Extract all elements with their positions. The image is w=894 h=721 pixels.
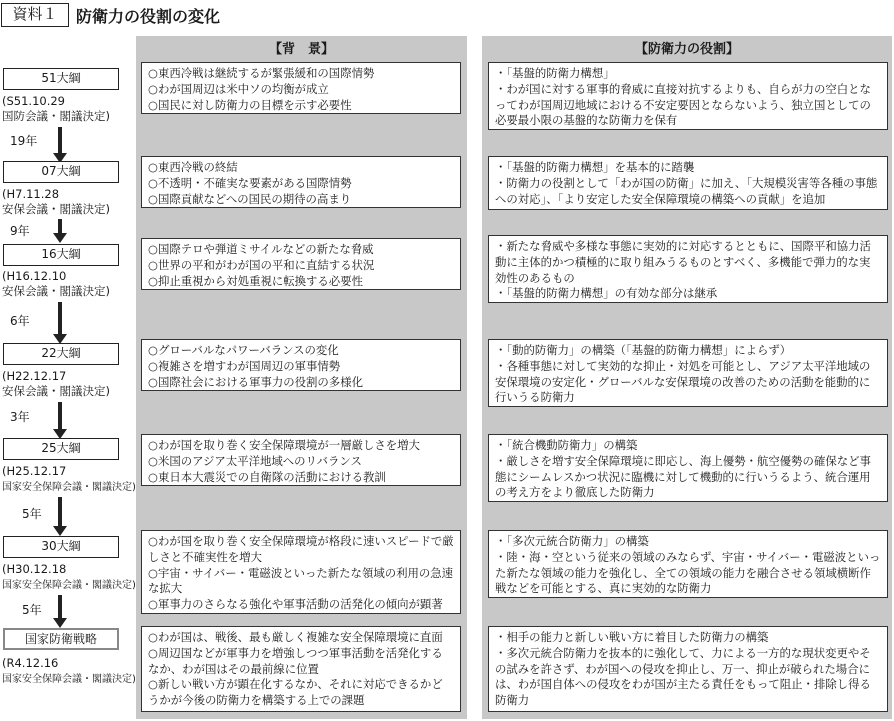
background-box <box>141 62 461 114</box>
role-item: ・わが国に対する軍事的脅威に直接対抗するよりも、自らが力の空白となってわが国周辺地域における不安定要因とならないよう、独立国としての必要最小限の基盤的な防衛力を保有 <box>495 81 871 128</box>
material-badge: 資料１ <box>1 3 69 27</box>
timeline-gap: 6年 <box>10 314 30 328</box>
timeline-gap: 5年 <box>22 603 42 617</box>
background-item: ○抑止重視から対処重視に転換する必要性 <box>148 273 363 288</box>
role-item: ・「動的防衛力」の構築（「基盤的防衛力構想」によらず） <box>495 343 792 357</box>
timeline-decision: 国家安全保障会議・閣議決定) <box>2 482 136 493</box>
role-column-header: 【防衛力の役割】 <box>634 42 739 57</box>
background-item: ○国民に対し防衛力の目標を示す必要性 <box>148 97 352 112</box>
timeline-box: 07大綱 <box>3 161 119 183</box>
role-item: ・新たな脅威や多様な事態に実効的に対応するとともに、国際平和協力活動に主体的かつ積極的に取り組みうるものとすべく、多機能で弾力的な実効性のあるもの <box>495 239 871 285</box>
role-item: ・各種事態に対して実効的な抑止・対処を可能とし、アジア太平洋地域の安保環境の安定化・グローバルな安保環境の改善のための活動を能動的に行いうる防衛力 <box>495 358 871 405</box>
timeline-decision: 国防会議・閣議決定) <box>2 109 110 123</box>
role-item: ・「多次元統合防衛力」の構築 <box>495 534 649 548</box>
background-item: ○国際テロや弾道ミサイルなどの新たな脅威 <box>148 242 374 256</box>
timeline-decision: 安保会議・閣議決定) <box>2 202 110 216</box>
background-item: ○新しい戦い方が顕在化するなか、それに対応できるかどうかが今後の防衛力を構築する上での課題 <box>148 677 443 708</box>
role-item: ・「基盤的防衛力構想」 <box>495 66 615 80</box>
background-box <box>141 626 461 712</box>
role-box <box>488 434 888 502</box>
timeline-decision: 国家安全保障会議・閣議決定) <box>2 674 136 685</box>
background-item: ○国際貢献などへの国民の期待の高まり <box>148 191 352 206</box>
role-item: ・「基盤的防衛力構想」を基本的に踏襲 <box>495 160 695 174</box>
background-item: ○わが国は、戦後、最も厳しく複雑な安全保障環境に直面 <box>148 630 443 644</box>
timeline-date: (H22.12.17 <box>2 369 67 383</box>
timeline-gap: 5年 <box>22 507 42 521</box>
down-arrow-icon <box>58 219 62 234</box>
timeline-box: 51大綱 <box>3 68 119 90</box>
down-arrow-icon <box>58 402 62 430</box>
down-arrow-icon <box>58 302 62 335</box>
role-item: ・厳しさを増す安全保障環境に即応し、海上優勢・航空優勢の確保など事態にシームレスかつ状況に臨機に対して機動的に行いうるよう、統合運用の考え方をより徹底した防衛力 <box>495 453 871 500</box>
background-item: ○世界の平和がわが国の平和に直結する状況 <box>148 257 375 272</box>
role-item: ・陸・海・空という従来の領域のみならず、宇宙・サイバー・電磁波といった新たな領域の能力を強化し、全ての領域の能力を融合させる領域横断作戦などを可能とする、真に実効的な防衛力 <box>495 549 881 596</box>
timeline-date: (R4.12.16 <box>2 656 59 670</box>
page-title: 防衛力の役割の変化 <box>76 7 221 26</box>
timeline-gap: 3年 <box>10 410 30 424</box>
role-item: ・防衛力の役割として「わが国の防衛」に加え、「大規模災害等各種の事態への対応」、「より安定した安全保障環境の構築への貢献」を追加 <box>495 175 878 206</box>
timeline-gap: 19年 <box>10 134 38 148</box>
background-item: ○複雑さを増すわが国周辺の軍事情勢 <box>148 358 341 373</box>
background-item: ○軍事力のさらなる強化や軍事活動の活発化の傾向が顕著 <box>148 597 443 612</box>
timeline-decision: 国家安全保障会議・閣議決定) <box>2 580 136 591</box>
background-item: ○東西冷戦は継続するが緊張緩和の国際情勢 <box>148 66 375 80</box>
role-box <box>488 156 888 210</box>
role-box <box>488 235 888 303</box>
background-box <box>141 339 461 391</box>
background-column-header: 【背 景】 <box>268 42 334 57</box>
background-item: ○グローバルなパワーバランスの変化 <box>148 343 339 357</box>
background-item: ○東日本大震災での自衛隊の活動における教訓 <box>148 469 386 484</box>
timeline-date: (H25.12.17 <box>2 464 67 478</box>
role-box <box>488 626 888 712</box>
background-item: ○わが国周辺は米中ソの均衡が成立 <box>148 81 329 96</box>
timeline-decision: 安保会議・閣議決定) <box>2 384 110 398</box>
background-item: ○国際社会における軍事力の役割の多様化 <box>148 374 363 389</box>
background-box <box>141 434 461 486</box>
timeline-box: 22大綱 <box>3 343 119 365</box>
timeline-date: (H16.12.10 <box>2 269 67 283</box>
down-arrow-icon <box>58 595 62 619</box>
background-box <box>141 156 461 208</box>
background-box <box>141 238 461 290</box>
timeline-date: (H30.12.18 <box>2 562 67 576</box>
background-item: ○不透明・不確実な要素がある国際情勢 <box>148 175 352 190</box>
timeline-gap: 9年 <box>10 224 30 238</box>
timeline-box-final: 国家防衛戦略 <box>3 628 119 650</box>
down-arrow-icon <box>58 127 62 154</box>
role-item: ・「統合機動防衛力」の構築 <box>495 438 638 452</box>
background-item: ○わが国を取り巻く安全保障環境が格段に速いスピードで厳しさと不確実性を増大 <box>148 534 454 564</box>
role-box <box>488 339 888 407</box>
role-box <box>488 62 888 130</box>
background-item: ○東西冷戦の終結 <box>148 160 238 174</box>
role-box <box>488 530 888 598</box>
down-arrow-icon <box>58 497 62 527</box>
timeline-decision: 安保会議・閣議決定) <box>2 284 110 298</box>
background-box <box>141 530 461 614</box>
background-item: ○わが国を取り巻く安全保障環境が一層厳しさを増大 <box>148 438 420 452</box>
timeline-date: (H7.11.28 <box>2 187 60 201</box>
timeline-box: 25大綱 <box>3 438 119 460</box>
role-item: ・多次元統合防衛力を抜本的に強化して、力による一方的な現状変更やその試みを許さず、わが国への侵攻を抑止し、万一、抑止が破られた場合には、わが国自体への侵攻をわが国が主たる責任をもって阻止・排除し得る防衛力 <box>495 645 871 708</box>
background-item: ○宇宙・サイバー・電磁波といった新たな領域の利用の急速な拡大 <box>148 565 454 596</box>
background-item: ○米国のアジア太平洋地域へのリバランス <box>148 453 362 468</box>
timeline-date: (S51.10.29 <box>2 94 65 108</box>
background-item: ○周辺国などが軍事力を増強しつつ軍事活動を活発化するなか、わが国はその最前線に位置 <box>148 645 443 676</box>
role-item: ・相手の能力と新しい戦い方に着目した防衛力の構築 <box>495 630 769 644</box>
header <box>0 0 894 30</box>
timeline-box: 30大綱 <box>3 536 119 558</box>
timeline-box: 16大綱 <box>3 244 119 266</box>
role-item: ・「基盤的防衛力構想」の有効な部分は継承 <box>495 286 718 301</box>
